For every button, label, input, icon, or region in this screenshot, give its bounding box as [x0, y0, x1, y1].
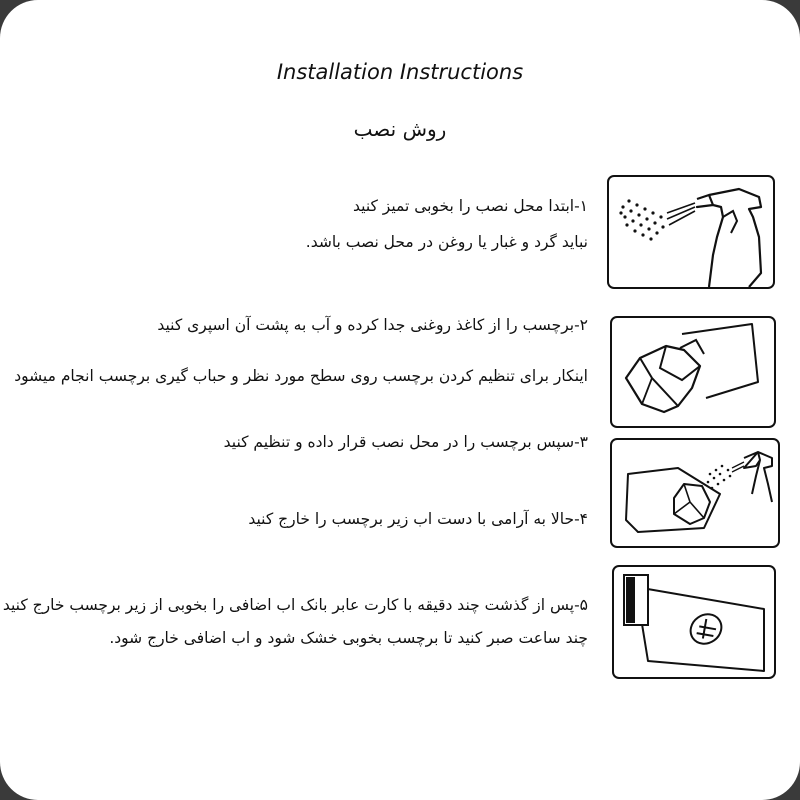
step-3-line-1: ۳-سپس برچسب را در محل نصب قرار داده و تنظیم کنید [223, 433, 588, 451]
step-1-line-1: ۱-ابتدا محل نصب را بخوبی تمیز کنید [353, 197, 588, 215]
squeegee-card-icon [614, 567, 774, 677]
step-5-line-1: ۵-پس از گذشت چند دقیقه با کارت عابر بانک اب اضافی را بخوبی از زیر برچسب خارج کنید [2, 596, 588, 614]
title-persian: روش نصب [353, 117, 447, 141]
step-5-illustration [612, 565, 776, 679]
spray-bottle-icon [609, 177, 773, 287]
step-2-illustration [610, 316, 776, 428]
spray-sticker-icon [612, 440, 778, 546]
step-2-line-1: ۲-برچسب را از کاغذ روغنی جدا کرده و آب به پشت آن اسپری کنید [157, 316, 588, 334]
title-english: Installation Instructions [276, 60, 524, 84]
step-1-illustration [607, 175, 775, 289]
step-2-line-2: اینکار برای تنظیم کردن برچسب روی سطح مورد نظر و حباب گیری برچسب انجام میشود [14, 367, 588, 385]
step-4-line-1: ۴-حالا به آرامی با دست اب زیر برچسب را خارج کنید [248, 510, 588, 528]
step-5-line-2: چند ساعت صبر کنید تا برچسب بخوبی خشک شود و اب اضافی خارج شود. [109, 629, 588, 647]
peel-sticker-icon [612, 318, 774, 426]
step-1-line-2: نباید گرد و غبار یا روغن در محل نصب باشد. [305, 233, 588, 251]
step-3-4-illustration [610, 438, 780, 548]
